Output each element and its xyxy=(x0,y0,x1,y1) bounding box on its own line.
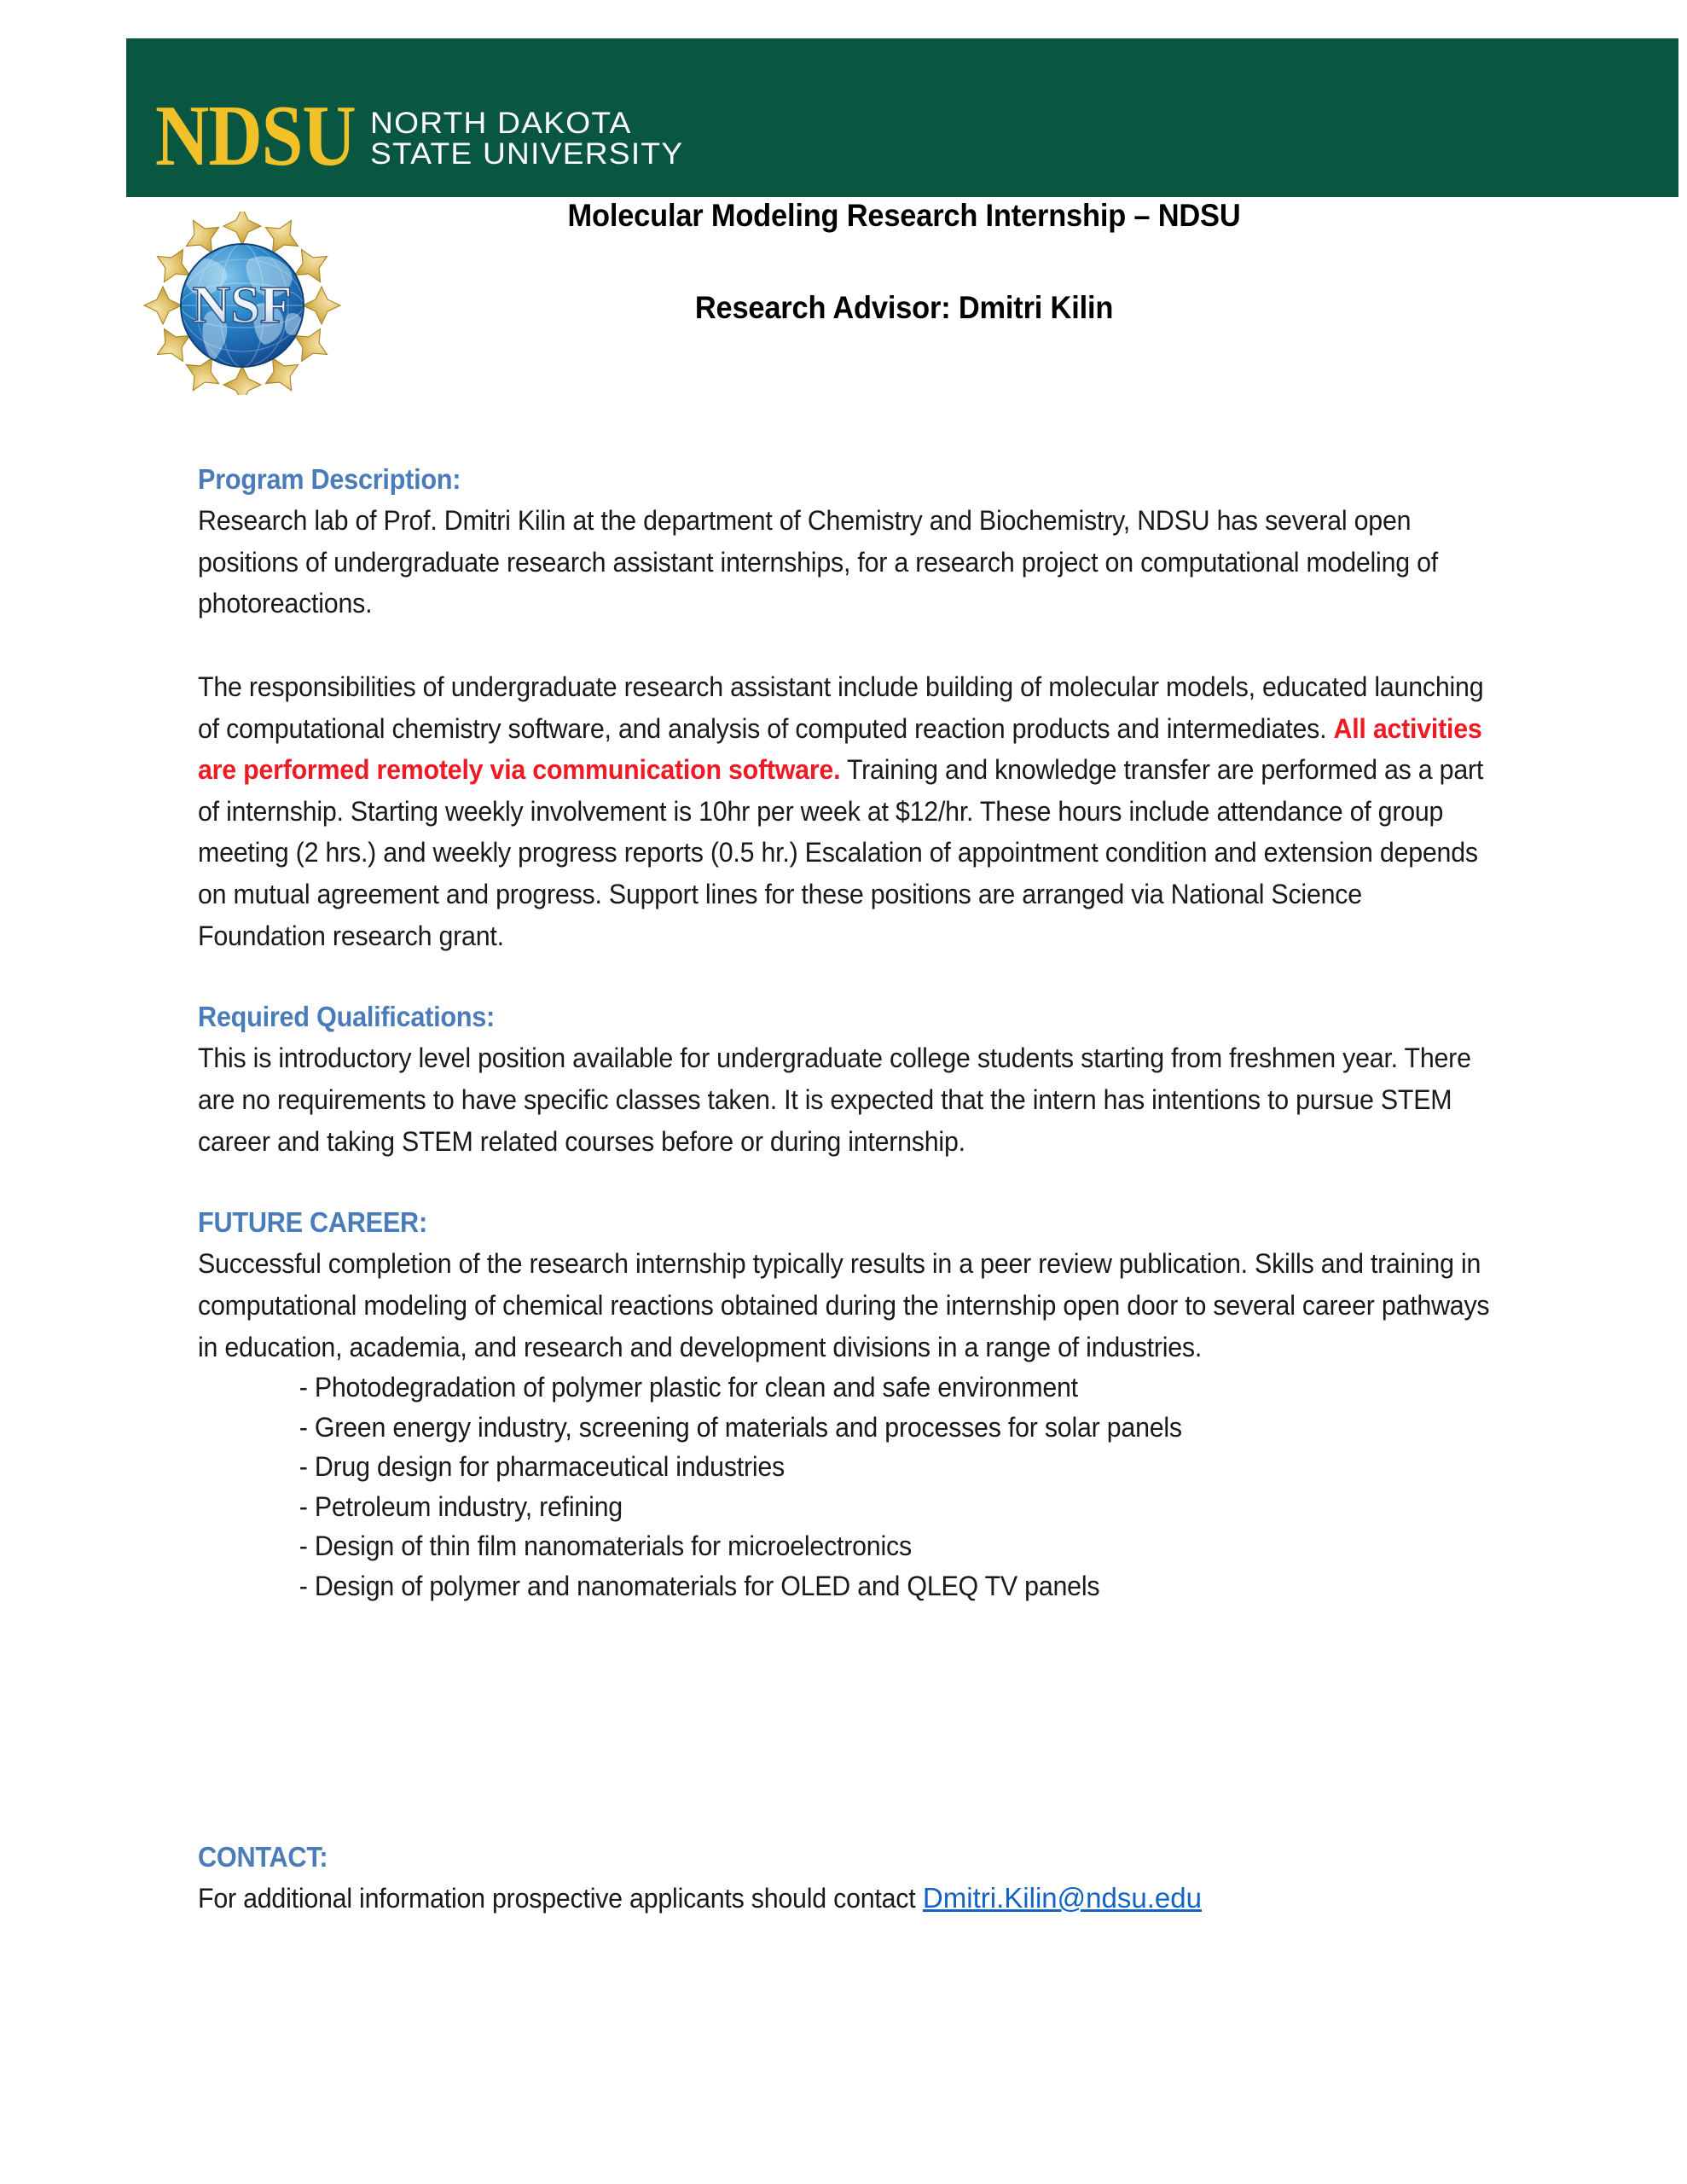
list-item: - Green energy industry, screening of materials and processes for solar panels xyxy=(299,1411,1182,1443)
remote-work-highlight: All activities are performed remotely via communication software. xyxy=(198,712,1482,786)
ndsu-header-band xyxy=(126,38,1678,197)
paragraph-spacer xyxy=(198,624,1494,666)
section-heading-required-qualifications: Required Qualifications: xyxy=(198,1001,495,1033)
program-par2-text-after: Training and knowledge transfer are performed as a part of internship. Starting weekly involvement is 10hr per week at $12/hr. These hours include attendance of group meeting (2 hrs.) and weekly progress reports (0.5 hr.) Escalation of appointment condition and extension depends on mutual agreement and progress. Support lines for these positions are arranged via National Science Foundation research grant. xyxy=(198,754,1484,951)
nsf-letters: NSF xyxy=(192,276,293,334)
nsf-globe-icon xyxy=(130,212,356,395)
list-item: - Photodegradation of polymer plastic for clean and safe environment xyxy=(299,1372,1078,1403)
list-item: - Petroleum industry, refining xyxy=(299,1490,623,1522)
ndsu-logo-lockup xyxy=(155,87,684,184)
contact-section xyxy=(198,1838,1528,1920)
document-body xyxy=(198,461,1494,1606)
section-spacer xyxy=(198,956,1494,998)
section-spacer xyxy=(198,1162,1494,1204)
contact-email-link[interactable]: Dmitri.Kilin@ndsu.edu xyxy=(922,1882,1202,1914)
list-item: - Design of thin film nanomaterials for microelectronics xyxy=(299,1531,912,1562)
ndsu-name-line-1: NORTH DAKOTA xyxy=(370,106,632,140)
ndsu-name-line-2: STATE UNIVERSITY xyxy=(370,136,684,171)
program-description-paragraph-2 xyxy=(198,666,1492,956)
page-title: Molecular Modeling Research Internship – NDSU xyxy=(567,198,1241,233)
section-heading-contact: CONTACT: xyxy=(198,1841,328,1873)
program-description-paragraph-1: Research lab of Prof. Dmitri Kilin at the department of Chemistry and Biochemistry, NDSU has several open positions of undergraduate research assistant internships, for a research project on computational modeling of photoreactions. xyxy=(198,505,1438,619)
contact-text-before: For additional information prospective applicants should contact xyxy=(198,1883,923,1914)
section-heading-future-career: FUTURE CAREER: xyxy=(198,1206,427,1239)
future-career-paragraph: Successful completion of the research internship typically results in a peer review publication. Skills and training in computational modeling of chemical reactions obtained during the internship open door to several career pathways in education, academia, and research and development divisions in a range of industries. xyxy=(198,1248,1490,1362)
career-pathways-list xyxy=(198,1368,1410,1606)
research-advisor-line: Research Advisor: Dmitri Kilin xyxy=(694,290,1114,325)
program-par2-text-before: The responsibilities of undergraduate research assistant include building of molecular models, educated launching of computational chemistry software, and analysis of computed reaction products and intermediates. xyxy=(198,671,1484,744)
list-item: - Design of polymer and nanomaterials for OLED and QLEQ TV panels xyxy=(299,1570,1100,1601)
section-heading-program-description: Program Description: xyxy=(198,463,461,495)
required-qualifications-paragraph: This is introductory level position available for undergraduate college students starting from freshmen year. There are no requirements to have specific classes taken. It is expected that the intern has intentions to pursue STEM career and taking STEM related courses before or during internship. xyxy=(198,1043,1471,1157)
ndsu-university-name xyxy=(370,108,683,170)
ndsu-wordmark: NDSU xyxy=(155,87,356,184)
list-item: - Drug design for pharmaceutical industries xyxy=(299,1451,786,1483)
nsf-logo xyxy=(130,212,356,395)
contact-paragraph xyxy=(198,1878,1492,1920)
